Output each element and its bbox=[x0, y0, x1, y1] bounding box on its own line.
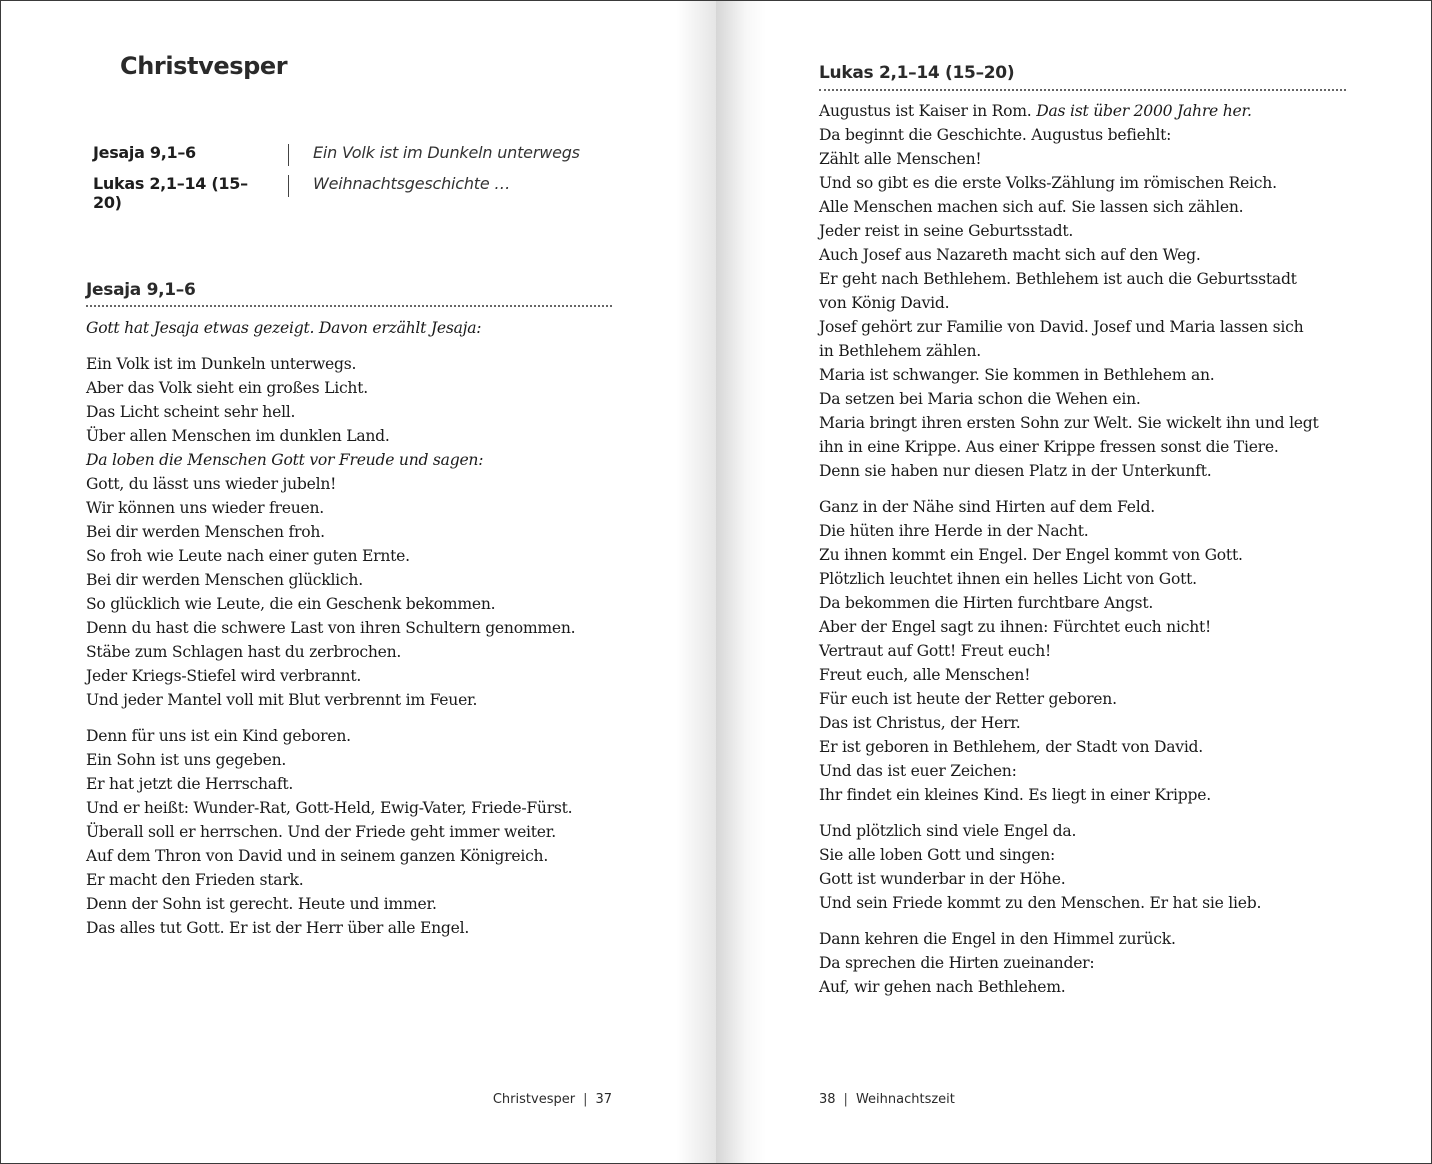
text-line: Wir können uns wieder freuen. bbox=[86, 499, 325, 517]
text-line: Denn für uns ist ein Kind geboren. bbox=[86, 727, 351, 745]
page-footer-right bbox=[819, 1092, 955, 1107]
text-line: ihn in eine Krippe. Aus einer Krippe fressen sonst die Tiere. bbox=[819, 438, 1279, 456]
intro-line: Gott hat Jesaja etwas gezeigt. Davon erzählt Jesaja: bbox=[86, 319, 482, 337]
text-line: in Bethlehem zählen. bbox=[819, 342, 981, 360]
text-line: Da sprechen die Hirten zueinander: bbox=[819, 954, 1095, 972]
text-line: Stäbe zum Schlagen hast du zerbrochen. bbox=[86, 643, 402, 661]
text-line: Denn du hast die schwere Last von ihren Schultern genommen. bbox=[86, 619, 576, 637]
text-line: Gott ist wunderbar in der Höhe. bbox=[819, 870, 1066, 888]
text-line: Und jeder Mantel voll mit Blut verbrennt im Feuer. bbox=[86, 691, 478, 709]
text-line: Da bekommen die Hirten furchtbare Angst. bbox=[819, 594, 1154, 612]
text-line: Sie alle loben Gott und singen: bbox=[819, 846, 1056, 864]
overview-divider bbox=[288, 175, 289, 197]
footer-section-label: Christvesper bbox=[492, 1092, 576, 1107]
text-line: Für euch ist heute der Retter geboren. bbox=[819, 690, 1117, 708]
text-line: Und plötzlich sind viele Engel da. bbox=[819, 822, 1077, 840]
text-line: Er macht den Frieden stark. bbox=[86, 871, 304, 889]
text-line: Jeder reist in seine Geburtsstadt. bbox=[819, 222, 1074, 240]
text-line: Die hüten ihre Herde in der Nacht. bbox=[819, 522, 1089, 540]
text-line: Josef gehört zur Familie von David. Josef und Maria lassen sich bbox=[819, 318, 1304, 336]
overview-reference: Lukas 2,1–14 (15–20) bbox=[93, 174, 248, 212]
text-line: Das alles tut Gott. Er ist der Herr über alle Engel. bbox=[86, 919, 470, 937]
chapter-title: Christvesper bbox=[120, 52, 288, 80]
text-line: Ganz in der Nähe sind Hirten auf dem Feld. bbox=[819, 498, 1155, 516]
footer-section-label: Weihnachtszeit bbox=[855, 1092, 955, 1107]
gutter-shadow-right bbox=[716, 0, 766, 1164]
page-number: 38 bbox=[819, 1092, 836, 1107]
text-line: Dann kehren die Engel in den Himmel zurück. bbox=[819, 930, 1176, 948]
text-line: Auf dem Thron von David und in seinem ganzen Königreich. bbox=[86, 847, 549, 865]
text-line: Und er heißt: Wunder-Rat, Gott-Held, Ewig-Vater, Friede-Fürst. bbox=[86, 799, 573, 817]
text-line: Gott, du lässt uns wieder jubeln! bbox=[86, 475, 337, 493]
overview-description: Ein Volk ist im Dunkeln unterwegs bbox=[313, 143, 580, 162]
right-page bbox=[716, 0, 1432, 1164]
jesaja-text bbox=[86, 316, 575, 940]
text-line: Bei dir werden Menschen glücklich. bbox=[86, 571, 363, 589]
overview-reference: Jesaja 9,1–6 bbox=[93, 143, 196, 162]
text-line: Ein Sohn ist uns gegeben. bbox=[86, 751, 287, 769]
text-line: Da setzen bei Maria schon die Wehen ein. bbox=[819, 390, 1141, 408]
text-line: Aber das Volk sieht ein großes Licht. bbox=[86, 379, 368, 397]
text-line: So glücklich wie Leute, die ein Geschenk bekommen. bbox=[86, 595, 496, 613]
text-italic: Das ist über 2000 Jahre her. bbox=[1036, 102, 1252, 120]
gutter-shadow-left bbox=[676, 0, 716, 1164]
text-line: Auf, wir gehen nach Bethlehem. bbox=[819, 978, 1066, 996]
text-line-mixed bbox=[819, 99, 1319, 123]
dotted-rule bbox=[86, 305, 612, 307]
text-line: So froh wie Leute nach einer guten Ernte. bbox=[86, 547, 410, 565]
text-line: Jeder Kriegs-Stiefel wird verbrannt. bbox=[86, 667, 362, 685]
text-line: Bei dir werden Menschen froh. bbox=[86, 523, 325, 541]
text-line: Er hat jetzt die Herrschaft. bbox=[86, 775, 294, 793]
text-line: Plötzlich leuchtet ihnen ein helles Licht von Gott. bbox=[819, 570, 1197, 588]
text-line: Zählt alle Menschen! bbox=[819, 150, 982, 168]
page-footer-left bbox=[493, 1092, 612, 1107]
text-line: Überall soll er herrschen. Und der Friede geht immer weiter. bbox=[86, 823, 556, 841]
section-heading-jesaja: Jesaja 9,1–6 bbox=[86, 280, 196, 300]
text-plain: Augustus ist Kaiser in Rom. bbox=[819, 102, 1037, 120]
section-heading-lukas: Lukas 2,1–14 (15–20) bbox=[819, 63, 1015, 83]
lukas-text bbox=[819, 99, 1319, 999]
text-line: Da beginnt die Geschichte. Augustus befiehlt: bbox=[819, 126, 1172, 144]
text-line: Ihr findet ein kleines Kind. Es liegt in einer Krippe. bbox=[819, 786, 1211, 804]
text-line: Maria ist schwanger. Sie kommen in Bethlehem an. bbox=[819, 366, 1215, 384]
text-line: Und sein Friede kommt zu den Menschen. Er hat sie lieb. bbox=[819, 894, 1262, 912]
text-line: Und so gibt es die erste Volks-Zählung im römischen Reich. bbox=[819, 174, 1277, 192]
page-number: 37 bbox=[595, 1092, 612, 1107]
text-line: Er geht nach Bethlehem. Bethlehem ist auch die Geburtsstadt bbox=[819, 270, 1297, 288]
text-line: Denn der Sohn ist gerecht. Heute und immer. bbox=[86, 895, 437, 913]
text-line: Freut euch, alle Menschen! bbox=[819, 666, 1031, 684]
text-line-italic: Da loben die Menschen Gott vor Freude und sagen: bbox=[86, 451, 484, 469]
text-line: Ein Volk ist im Dunkeln unterwegs. bbox=[86, 355, 357, 373]
text-line: Alle Menschen machen sich auf. Sie lassen sich zählen. bbox=[819, 198, 1244, 216]
overview-divider bbox=[288, 144, 289, 166]
text-line: Er ist geboren in Bethlehem, der Stadt von David. bbox=[819, 738, 1203, 756]
footer-separator: | bbox=[583, 1092, 588, 1107]
text-line: von König David. bbox=[819, 294, 950, 312]
text-line: Auch Josef aus Nazareth macht sich auf den Weg. bbox=[819, 246, 1201, 264]
footer-separator: | bbox=[843, 1092, 848, 1107]
text-line: Zu ihnen kommt ein Engel. Der Engel kommt von Gott. bbox=[819, 546, 1243, 564]
text-line: Vertraut auf Gott! Freut euch! bbox=[819, 642, 1052, 660]
text-line: Das ist Christus, der Herr. bbox=[819, 714, 1021, 732]
text-line: Aber der Engel sagt zu ihnen: Fürchtet euch nicht! bbox=[819, 618, 1212, 636]
text-line: Und das ist euer Zeichen: bbox=[819, 762, 1017, 780]
overview-description: Weihnachtsgeschichte … bbox=[313, 174, 511, 193]
text-line: Das Licht scheint sehr hell. bbox=[86, 403, 296, 421]
text-line: Maria bringt ihren ersten Sohn zur Welt. Sie wickelt ihn und legt bbox=[819, 414, 1319, 432]
text-line: Denn sie haben nur diesen Platz in der Unterkunft. bbox=[819, 462, 1212, 480]
dotted-rule bbox=[819, 89, 1346, 91]
text-line: Über allen Menschen im dunklen Land. bbox=[86, 427, 390, 445]
